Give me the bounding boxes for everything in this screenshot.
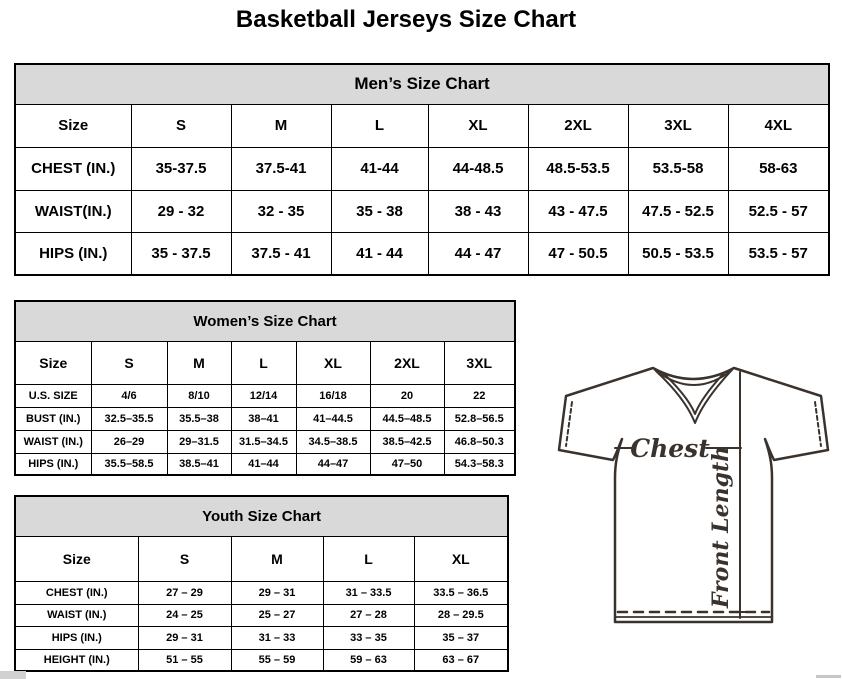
row-label: HIPS (IN.) [15, 232, 131, 275]
table-row [15, 604, 508, 626]
column-header: M [231, 104, 331, 147]
front-length-label: Front Length [708, 445, 734, 609]
table-cell: 28 – 29.5 [414, 604, 508, 626]
table-cell: 33.5 – 36.5 [414, 581, 508, 604]
table-row [15, 430, 515, 453]
table-row [15, 147, 829, 190]
scrollbar-fragment[interactable] [816, 675, 841, 678]
table-cell: 27 – 29 [138, 581, 231, 604]
table-cell: 37.5 - 41 [231, 232, 331, 275]
row-label: WAIST(IN.) [15, 190, 131, 232]
table-cell: 37.5-41 [231, 147, 331, 190]
table-cell: 35-37.5 [131, 147, 231, 190]
table-row [15, 536, 508, 581]
mens-table-title: Men’s Size Chart [15, 64, 829, 104]
table-cell: 48.5-53.5 [528, 147, 628, 190]
row-label: U.S. SIZE [15, 384, 91, 407]
table-cell: 29 – 31 [231, 581, 323, 604]
row-label: Size [15, 104, 131, 147]
table-cell: 50.5 - 53.5 [628, 232, 728, 275]
table-cell: 31 – 33.5 [323, 581, 414, 604]
column-header: 4XL [728, 104, 829, 147]
table-cell: 44 - 47 [428, 232, 528, 275]
table-row [15, 341, 515, 384]
table-cell: 41 - 44 [331, 232, 428, 275]
table-cell: 22 [444, 384, 515, 407]
row-label: CHEST (IN.) [15, 581, 138, 604]
mens-size-chart-table [14, 63, 830, 276]
table-cell: 41–44.5 [296, 407, 370, 430]
table-cell: 8/10 [167, 384, 231, 407]
column-header: L [331, 104, 428, 147]
table-cell: 12/14 [231, 384, 296, 407]
table-cell: 27 – 28 [323, 604, 414, 626]
table-cell: 32.5–35.5 [91, 407, 167, 430]
row-label: Size [15, 341, 91, 384]
column-header: 2XL [528, 104, 628, 147]
row-label: WAIST (IN.) [15, 430, 91, 453]
table-cell: 38.5–41 [167, 453, 231, 475]
row-label: Size [15, 536, 138, 581]
column-header: S [138, 536, 231, 581]
column-header: M [231, 536, 323, 581]
table-cell: 35.5–58.5 [91, 453, 167, 475]
column-header: XL [428, 104, 528, 147]
table-cell: 31 – 33 [231, 626, 323, 649]
table-cell: 32 - 35 [231, 190, 331, 232]
table-cell: 47 - 50.5 [528, 232, 628, 275]
table-cell: 38.5–42.5 [370, 430, 444, 453]
column-header: XL [296, 341, 370, 384]
table-cell: 63 – 67 [414, 649, 508, 671]
table-cell: 41–44 [231, 453, 296, 475]
table-row [15, 190, 829, 232]
table-cell: 38 - 43 [428, 190, 528, 232]
column-header: L [323, 536, 414, 581]
table-cell: 38–41 [231, 407, 296, 430]
table-cell: 41-44 [331, 147, 428, 190]
table-cell: 46.8–50.3 [444, 430, 515, 453]
table-cell: 47–50 [370, 453, 444, 475]
table-row [15, 232, 829, 275]
table-cell: 24 – 25 [138, 604, 231, 626]
table-cell: 16/18 [296, 384, 370, 407]
row-label: HIPS (IN.) [15, 626, 138, 649]
table-cell: 26–29 [91, 430, 167, 453]
row-label: WAIST (IN.) [15, 604, 138, 626]
table-row [15, 407, 515, 430]
row-label: BUST (IN.) [15, 407, 91, 430]
column-header: L [231, 341, 296, 384]
column-header: S [91, 341, 167, 384]
table-cell: 35.5–38 [167, 407, 231, 430]
table-cell: 20 [370, 384, 444, 407]
row-label: HEIGHT (IN.) [15, 649, 138, 671]
table-cell: 44–47 [296, 453, 370, 475]
youth-size-chart-table [14, 495, 509, 672]
table-row [15, 581, 508, 604]
table-cell: 44-48.5 [428, 147, 528, 190]
table-row [15, 496, 508, 536]
table-row [15, 649, 508, 671]
table-row [15, 64, 829, 104]
table-cell: 47.5 - 52.5 [628, 190, 728, 232]
table-cell: 35 – 37 [414, 626, 508, 649]
column-header: 2XL [370, 341, 444, 384]
table-cell: 31.5–34.5 [231, 430, 296, 453]
womens-size-chart-table [14, 300, 516, 476]
table-cell: 44.5–48.5 [370, 407, 444, 430]
table-cell: 54.3–58.3 [444, 453, 515, 475]
table-cell: 51 – 55 [138, 649, 231, 671]
table-row [15, 453, 515, 475]
table-cell: 4/6 [91, 384, 167, 407]
womens-table-title: Women’s Size Chart [15, 301, 515, 341]
chest-label: Chest [630, 434, 710, 463]
table-cell: 59 – 63 [323, 649, 414, 671]
table-row [15, 626, 508, 649]
table-cell: 29 – 31 [138, 626, 231, 649]
table-cell: 53.5-58 [628, 147, 728, 190]
table-cell: 43 - 47.5 [528, 190, 628, 232]
table-cell: 58-63 [728, 147, 829, 190]
column-header: XL [414, 536, 508, 581]
page-title: Basketball Jerseys Size Chart [235, 6, 577, 33]
jersey-measurement-diagram [556, 360, 842, 650]
table-cell: 34.5–38.5 [296, 430, 370, 453]
row-label: HIPS (IN.) [15, 453, 91, 475]
table-row [15, 301, 515, 341]
table-cell: 52.8–56.5 [444, 407, 515, 430]
scrollbar-fragment[interactable] [0, 671, 26, 679]
column-header: S [131, 104, 231, 147]
table-cell: 25 – 27 [231, 604, 323, 626]
table-cell: 29–31.5 [167, 430, 231, 453]
table-cell: 53.5 - 57 [728, 232, 829, 275]
column-header: 3XL [628, 104, 728, 147]
row-label: CHEST (IN.) [15, 147, 131, 190]
column-header: M [167, 341, 231, 384]
jersey-outline [559, 368, 828, 622]
youth-table-title: Youth Size Chart [15, 496, 508, 536]
table-row [15, 104, 829, 147]
table-cell: 35 - 38 [331, 190, 428, 232]
table-cell: 52.5 - 57 [728, 190, 829, 232]
column-header: 3XL [444, 341, 515, 384]
table-cell: 35 - 37.5 [131, 232, 231, 275]
table-cell: 55 – 59 [231, 649, 323, 671]
table-cell: 29 - 32 [131, 190, 231, 232]
table-row [15, 384, 515, 407]
table-cell: 33 – 35 [323, 626, 414, 649]
